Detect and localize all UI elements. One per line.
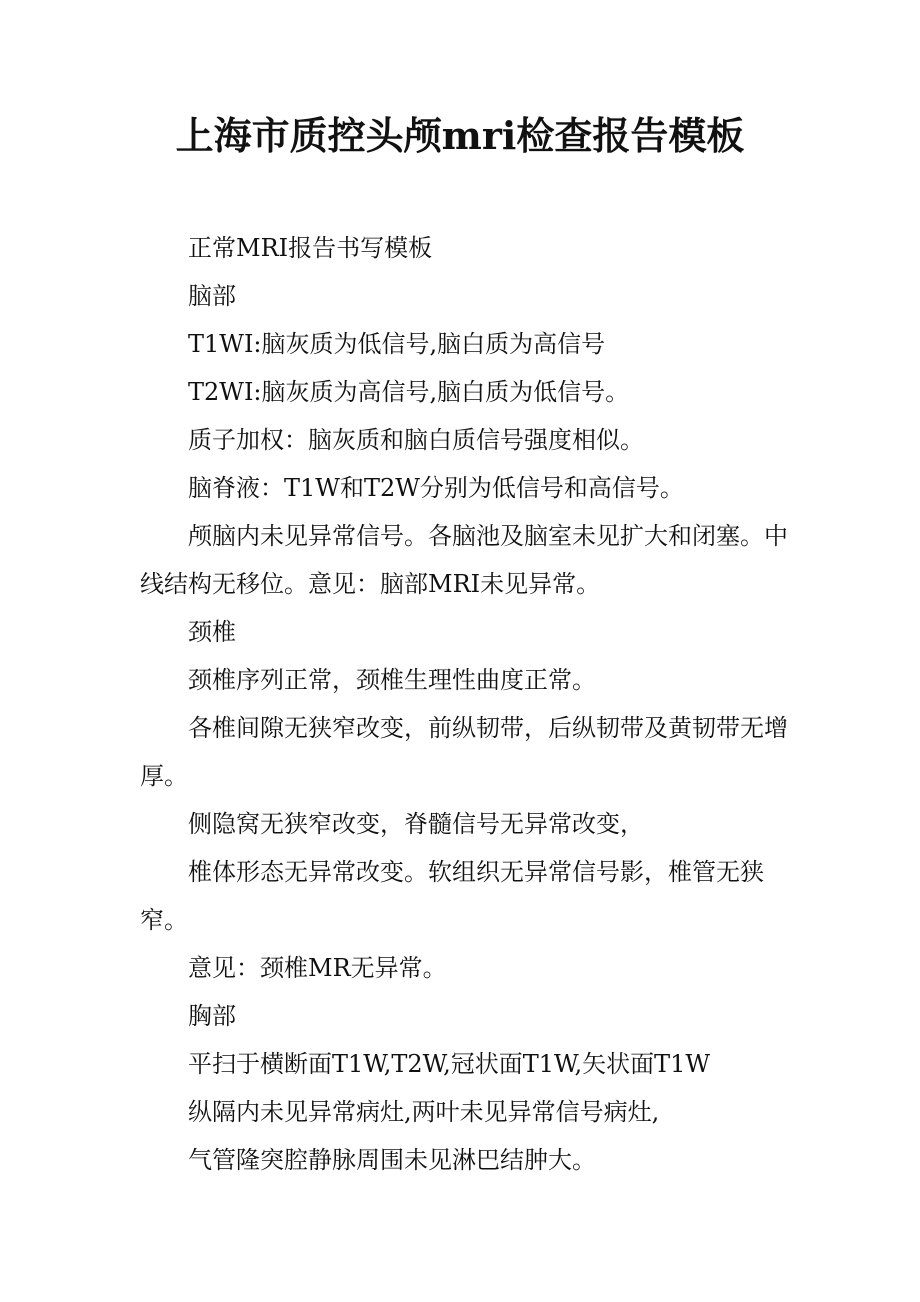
paragraph-csf: 脑脊液：T1W和T2W分别为低信号和高信号。 xyxy=(188,474,684,502)
paragraph-vertebral-body: 椎体形态无异常改变。软组织无异常信号影，椎管无狭窄。 xyxy=(140,858,764,934)
paragraph-section-chest: 胸部 xyxy=(188,1002,236,1030)
paragraph-section-cervical: 颈椎 xyxy=(188,618,236,646)
paragraph-lymph-nodes: 气管隆突腔静脉周围未见淋巴结肿大。 xyxy=(188,1146,596,1174)
paragraph-cervical-alignment: 颈椎序列正常，颈椎生理性曲度正常。 xyxy=(188,666,596,694)
paragraph-brain-impression: 颅脑内未见异常信号。各脑池及脑室未见扩大和闭塞。中线结构无移位。意见：脑部MRI未见异常。 xyxy=(140,522,788,598)
paragraph-proton-weighted: 质子加权：脑灰质和脑白质信号强度相似。 xyxy=(188,426,644,454)
document-title: 上海市质控头颅mri检查报告模板 xyxy=(175,113,745,158)
paragraph-cervical-discs: 各椎间隙无狭窄改变，前纵韧带，后纵韧带及黄韧带无增厚。 xyxy=(140,714,788,790)
paragraph-lateral-recess: 侧隐窝无狭窄改变，脊髓信号无异常改变， xyxy=(188,810,644,838)
paragraph-mediastinum: 纵隔内未见异常病灶,两叶未见异常信号病灶, xyxy=(188,1098,660,1126)
paragraph-t2wi: T2WI:脑灰质为高信号,脑白质为低信号。 xyxy=(188,378,630,406)
paragraph-chest-scan: 平扫于横断面T1W,T2W,冠状面T1W,矢状面T1W xyxy=(188,1050,711,1078)
paragraph-section-brain: 脑部 xyxy=(188,282,236,310)
paragraph-t1wi: T1WI:脑灰质为低信号,脑白质为高信号 xyxy=(188,330,606,358)
paragraph-cervical-impression: 意见：颈椎MR无异常。 xyxy=(188,954,447,982)
paragraph-template-heading: 正常MRI报告书写模板 xyxy=(188,234,433,262)
document-body xyxy=(140,224,790,1184)
